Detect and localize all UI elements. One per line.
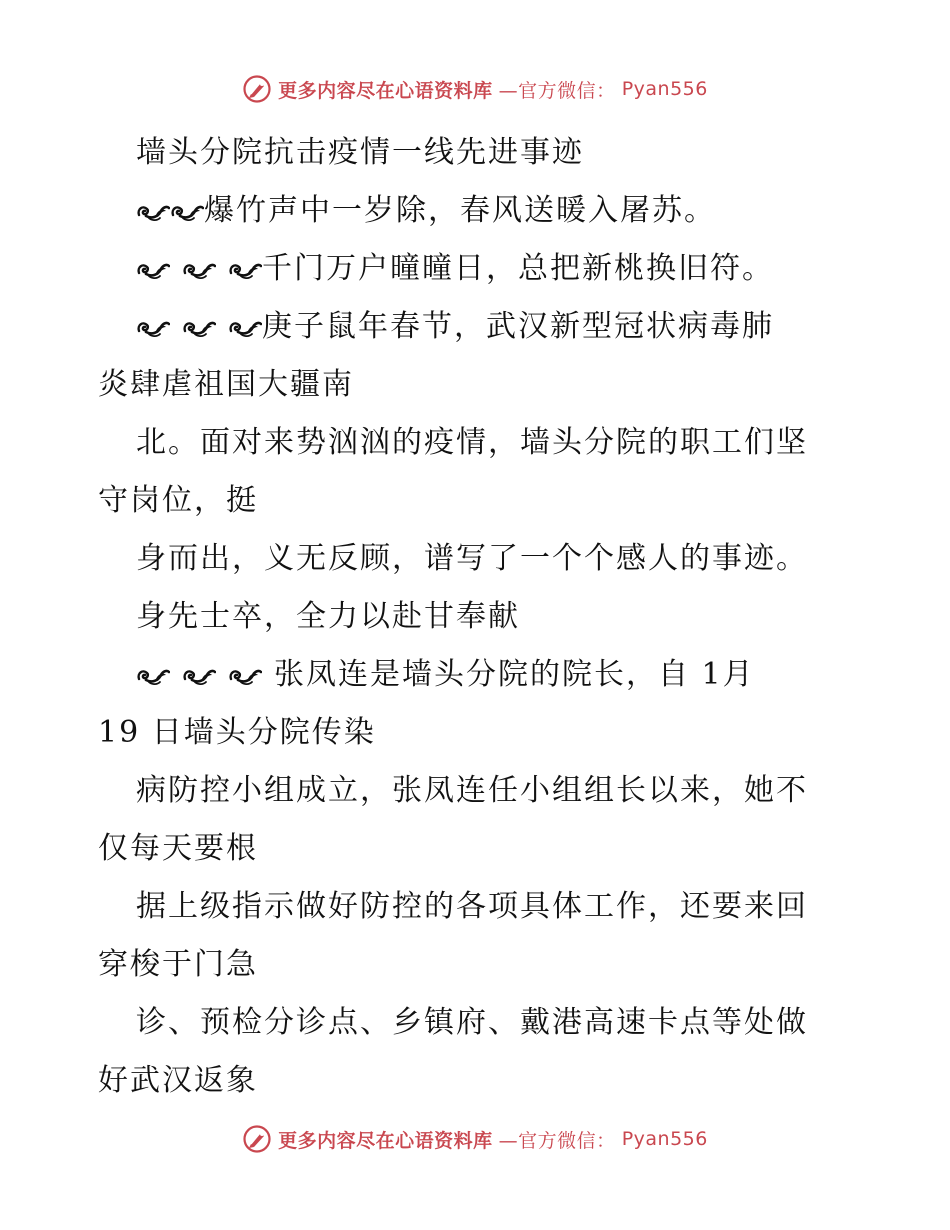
fleuron-icon: [136, 316, 170, 338]
fleuron-icon: [182, 258, 216, 280]
fleuron-icon: [182, 664, 216, 686]
line-text: 据上级指示做好防控的各项具体工作，还要来回: [136, 889, 808, 924]
paragraph-line: [98, 936, 858, 994]
line-text: 诊、预检分诊点、乡镇府、戴港高速卡点等处做: [136, 1005, 808, 1040]
header-watermark: [0, 74, 950, 104]
paragraph-line: [98, 530, 858, 588]
paragraph-line: [98, 646, 858, 704]
pen-circle-logo-icon: [242, 74, 272, 104]
fleuron-icon: [136, 258, 170, 280]
line-text: 身而出，义无反顾，谱写了一个个感人的事迹。: [136, 541, 808, 576]
watermark-separator-text: —官方微信：: [498, 1129, 616, 1152]
fleuron-icon: [182, 316, 216, 338]
fleuron-icon: [228, 258, 262, 280]
poem-line-1: [98, 182, 858, 240]
fleuron-icon: [170, 200, 204, 222]
paragraph-line: [98, 820, 858, 878]
line-text: 好武汉返象: [98, 1063, 258, 1098]
watermark-wechat-id: Pyan556: [621, 78, 708, 100]
line-text: 19 日墙头分院传染: [98, 715, 376, 750]
line-text: 守岗位，挺: [98, 483, 258, 518]
line-text: 墙头分院抗击疫情一线先进事迹: [136, 135, 584, 170]
paragraph-line: [98, 704, 858, 762]
fleuron-icon: [136, 200, 170, 222]
pen-circle-logo-icon: [242, 1124, 272, 1154]
paragraph-line: [98, 472, 858, 530]
line-text: 爆竹声中一岁除，春风送暖入屠苏。: [204, 193, 716, 228]
poem-line-2: [98, 240, 858, 298]
paragraph-line: [98, 414, 858, 472]
line-text: 仅每天要根: [98, 831, 258, 866]
line-text: 庚子鼠年春节，武汉新型冠状病毒肺: [262, 309, 774, 344]
paragraph-line: [98, 878, 858, 936]
fleuron-icon: [136, 664, 170, 686]
section-heading: [98, 588, 858, 646]
line-text: 穿梭于门急: [98, 947, 258, 982]
line-text: 千门万户曈曈日，总把新桃换旧符。: [262, 251, 774, 286]
watermark-main-text: 更多内容尽在心语资料库: [278, 1129, 493, 1152]
footer-watermark: [0, 1124, 950, 1154]
paragraph-line: [98, 356, 858, 414]
fleuron-icon: [228, 664, 262, 686]
paragraph-line: [98, 762, 858, 820]
document-title: [98, 124, 858, 182]
watermark-main-text: 更多内容尽在心语资料库: [278, 79, 493, 102]
paragraph-line: [98, 1052, 858, 1110]
paragraph-line: [98, 994, 858, 1052]
watermark-wechat-id: Pyan556: [621, 1128, 708, 1150]
line-text: 病防控小组成立，张凤连任小组组长以来，她不: [136, 773, 808, 808]
line-text: 张凤连是墙头分院的院长，自 1月: [274, 657, 755, 692]
line-text: 北。面对来势汹汹的疫情，墙头分院的职工们坚: [136, 425, 808, 460]
paragraph-line: [98, 298, 858, 356]
fleuron-icon: [228, 316, 262, 338]
watermark-separator-text: —官方微信：: [498, 79, 616, 102]
line-text: 炎肆虐祖国大疆南: [98, 367, 354, 402]
document-body: [98, 124, 858, 1110]
line-text: 身先士卒，全力以赴甘奉献: [136, 599, 520, 634]
